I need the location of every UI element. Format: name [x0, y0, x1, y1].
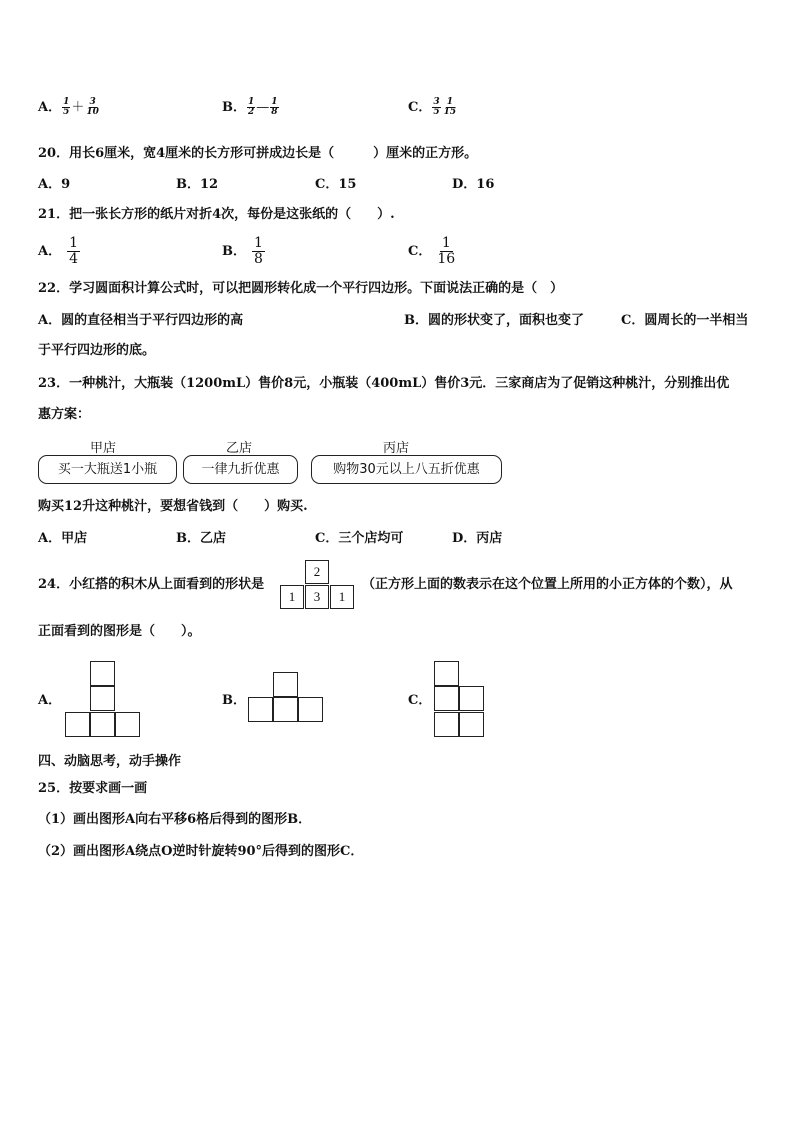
q22-option-a: A．圆的直径相当于平行四边形的高 [38, 313, 244, 328]
cube-square [298, 697, 323, 722]
q24-option-c-label: C． [408, 693, 432, 708]
cube-square [273, 697, 298, 722]
q20-option-b: B．12 [176, 177, 219, 192]
grid-cell-top: 2 [305, 560, 329, 584]
shop-offer-yi: 一律九折优惠 [183, 455, 298, 484]
fraction: $\frac{1}{4}$ [69, 235, 79, 267]
grid-cell: 1 [330, 585, 354, 609]
q24-option-b-label: B． [222, 693, 246, 708]
fraction: $\frac{1}{16}$ [437, 235, 456, 267]
q19-option-c: C． $\frac{3}{5}$ $\frac{1}{15}$ [408, 97, 457, 117]
q20-text: 20．用长6厘米，宽4厘米的长方形可拼成边长是（ ）厘米的正方形。 [38, 146, 478, 161]
shop-name-bing: 丙店 [383, 441, 410, 456]
q19-option-b: B． $\frac{1}{2}$ — $\frac{1}{8}$ [222, 97, 278, 117]
fraction: $\frac{1}{8}$ [271, 97, 278, 117]
q24-line2: 正面看到的图形是（ ）。 [38, 624, 201, 639]
q21-option-a: A． $\frac{1}{4}$ [38, 235, 79, 267]
q23-text-line1: 23．一种桃汁，大瓶装（1200mL）售价8元，小瓶装（400mL）售价3元．三家商店为了促销这种桃汁，分别推出优 [38, 376, 730, 391]
grid-cell: 1 [280, 585, 304, 609]
q23-option-d: D．丙店 [452, 531, 503, 546]
cube-square [90, 686, 115, 711]
q24-option-a-label: A． [38, 693, 62, 708]
fraction: $\frac{1}{2}$ [248, 97, 255, 117]
cube-square [459, 686, 484, 711]
q19-option-a: A． $\frac{1}{5}$ ＋ $\frac{3}{10}$ [38, 97, 99, 117]
cube-square [434, 686, 459, 711]
q25-item-1: （1）画出图形A向右平移6格后得到的图形B． [38, 812, 312, 827]
cube-square [65, 712, 90, 737]
q24-suffix: （正方形上面的数表示在这个位置上所用的小正方体的个数），从 [362, 577, 733, 592]
shop-name-jia: 甲店 [90, 441, 117, 456]
q22-option-b: B．圆的形状变了，面积也变了 [404, 313, 584, 328]
cube-square [248, 697, 273, 722]
q21-option-c: C． $\frac{1}{16}$ [408, 235, 456, 267]
q24-prefix: 24．小红搭的积木从上面看到的形状是 [38, 577, 265, 592]
fraction: $\frac{1}{8}$ [254, 235, 263, 267]
cube-square [115, 712, 140, 737]
cube-square [434, 661, 459, 686]
cube-square [273, 672, 298, 697]
q22-text: 22．学习圆面积计算公式时，可以把圆形转化成一个平行四边形。下面说法正确的是（ ） [38, 281, 564, 296]
cube-square [434, 712, 459, 737]
q21-text: 21．把一张长方形的纸片对折4次，每份是这张纸的（ ）. [38, 207, 395, 222]
cube-square [459, 712, 484, 737]
q23-option-a: A．甲店 [38, 531, 88, 546]
section-4-title: 四、动脑思考，动手操作 [38, 754, 182, 769]
fraction: $\frac{3}{5}$ [433, 97, 440, 117]
shop-name-yi: 乙店 [226, 441, 253, 456]
fraction: $\frac{1}{15}$ [443, 97, 457, 117]
q20-option-d: D．16 [452, 177, 495, 192]
q23-option-b: B．乙店 [176, 531, 226, 546]
cube-square [90, 712, 115, 737]
fraction: $\frac{3}{10}$ [86, 97, 99, 117]
q23-option-c: C．三个店均可 [315, 531, 404, 546]
q20-option-c: C．15 [315, 177, 357, 192]
q25-item-2: （2）画出图形A绕点O逆时针旋转90°后得到的图形C． [38, 844, 364, 859]
q23-text-line2: 惠方案： [38, 407, 91, 422]
q22-option-c-cont: 于平行四边形的底。 [38, 343, 156, 358]
shop-offer-jia: 买一大瓶送1小瓶 [38, 455, 177, 484]
q23-question: 购买12升这种桃汁，要想省钱到（ ）购买. [38, 499, 308, 514]
grid-cell: 3 [305, 585, 329, 609]
cube-square [90, 661, 115, 686]
q20-option-a: A．9 [38, 177, 71, 192]
q21-option-b: B． $\frac{1}{8}$ [222, 235, 263, 267]
q22-option-c: C．圆周长的一半相当 [621, 313, 749, 328]
fraction: $\frac{1}{5}$ [63, 97, 70, 117]
q25-text: 25．按要求画一画 [38, 781, 148, 796]
shop-offer-bing: 购物30元以上八五折优惠 [311, 455, 502, 484]
